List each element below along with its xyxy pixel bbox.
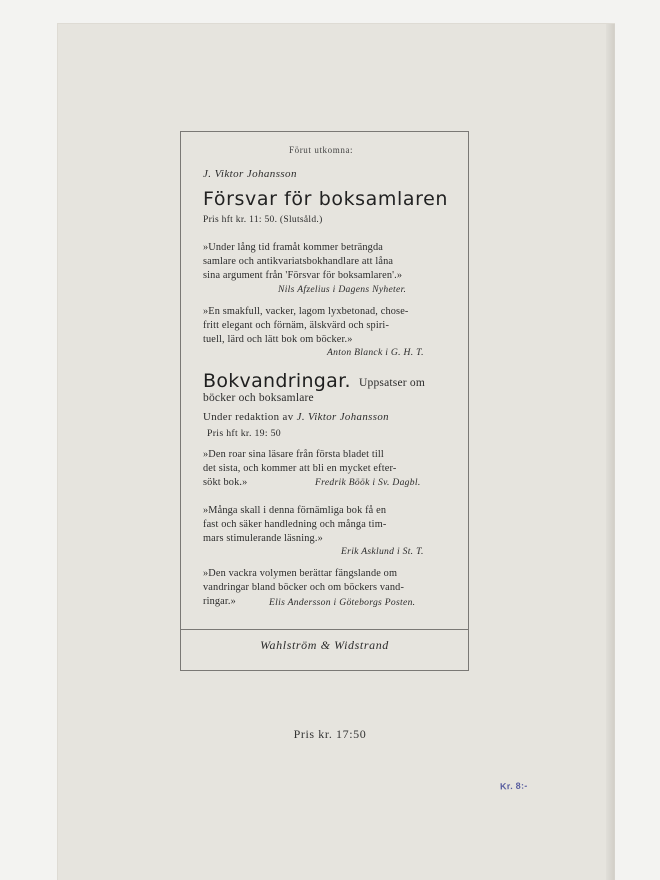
book2-subtitle-part2: böcker och boksamlare: [203, 392, 314, 404]
panel-divider: [181, 629, 468, 630]
book1-author: J. Viktor Johansson: [203, 168, 297, 180]
book1-quote1-line1: »Under lång tid framåt kommer beträngda: [203, 242, 383, 253]
book2-editor-name: J. Viktor Johansson: [296, 411, 389, 423]
book2-quote1-line1: »Den roar sina läsare från första bladet till: [203, 449, 384, 460]
book1-quote2-attribution: Anton Blanck i G. H. T.: [327, 347, 424, 358]
book2-quote2-line1: »Många skall i denna förnämliga bok få en: [203, 505, 387, 516]
publisher: Wahlström & Widstrand: [260, 638, 389, 652]
book1-quote2-line1: »En smakfull, vacker, lagom lyxbetonad, chose-: [203, 306, 409, 317]
book2-quote1-line2: det sista, och kommer att bli en mycket efter-: [203, 463, 397, 474]
advertisement-panel: [180, 131, 469, 671]
book2-quote3-attribution: Elis Andersson i Göteborgs Posten.: [269, 597, 416, 608]
cover-edge: [606, 24, 614, 880]
book2-quote3-line3: ringar.»: [203, 596, 236, 607]
book1-quote1-line3: sina argument från 'Försvar för boksamlaren'.»: [203, 270, 403, 281]
book2-quote2-attribution: Erik Asklund i St. T.: [341, 546, 424, 557]
book2-quote2-line3: mars stimulerande läsning.»: [203, 533, 323, 544]
book2-editor: [203, 411, 389, 423]
book1-quote1-attribution: Nils Afzelius i Dagens Nyheter.: [278, 284, 407, 295]
book1-quote1-line2: samlare och antikvariatsbokhandlare att låna: [203, 256, 394, 267]
book1-title: Försvar för boksamlaren: [203, 188, 449, 210]
book2-quote3-line2: vandringar bland böcker och om böckers vand-: [203, 582, 405, 593]
book2-title: Bokvandringar.: [203, 370, 351, 392]
book2-subtitle-part1: Uppsatser om: [359, 377, 425, 389]
cover-price: Pris kr. 17:50: [293, 727, 367, 741]
book2-price: Pris hft kr. 19: 50: [207, 428, 282, 439]
book1-quote2-line3: tuell, lärd och lätt bok om böcker.»: [203, 334, 353, 345]
book2-quote1-line3: sökt bok.»: [203, 477, 248, 488]
book2-quote1-attribution: Fredrik Böök i Sv. Dagbl.: [315, 477, 421, 488]
book2-editor-prefix: Under redaktion av: [203, 411, 294, 423]
book1-quote2-line2: fritt elegant och förnäm, älskvärd och spiri-: [203, 320, 390, 331]
book2-quote3-line1: »Den vackra volymen berättar fängslande om: [203, 568, 398, 579]
book2-quote2-line2: fast och säker handledning och många tim-: [203, 519, 387, 530]
price-stamp: Kr. 8:-: [499, 780, 528, 792]
book1-price: Pris hft kr. 11: 50. (Slutsåld.): [203, 215, 323, 225]
panel-header: Förut utkomna:: [289, 145, 354, 155]
